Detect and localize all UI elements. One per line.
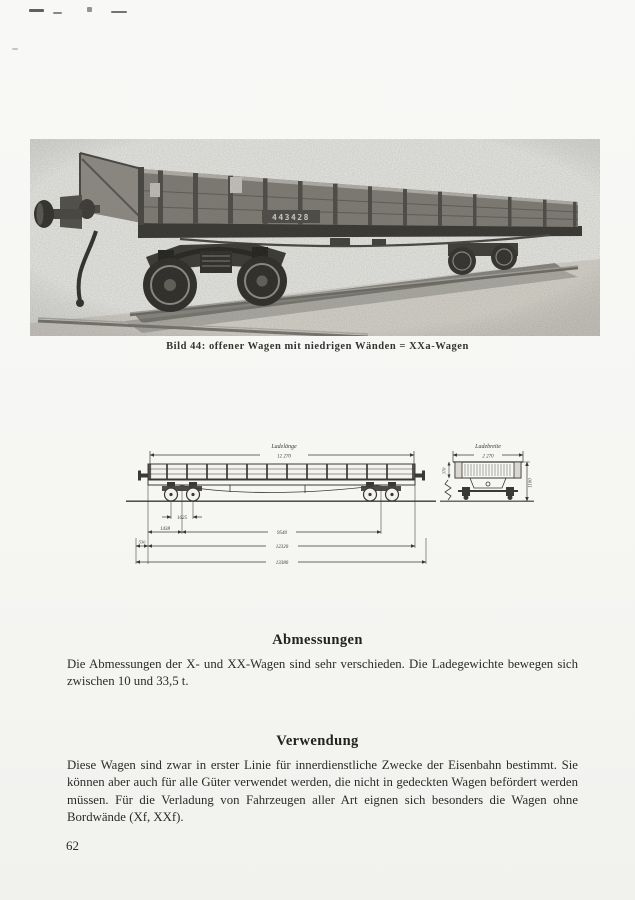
scan-artifact [12,48,18,50]
wagon-photo-illustration [30,139,600,336]
paragraph-verwendung: Diese Wagen sind zwar in erster Linie für innerdienstliche Zwecke der Eisenbahn bestimmt. Sie können aber auch für alle Güter verwendet werden, die nicht in gedeckten Wagen befördert werden müssen. Für die Verladung von Fahrzeugen aller Art eignen sich besonders die Wagen ohne Bordwände (Xf, XXf). [67,758,578,825]
scan-artifact [53,12,62,14]
dim-height-over-rail: 1100 [528,478,534,488]
dim-over-buffers: 13380 [275,561,289,566]
scan-artifact [29,9,44,12]
dim-over-headstocks: 12320 [275,545,289,550]
dim-load-width-value: 2 270 [482,454,494,460]
dim-end-to-pivot: 1438 [160,527,170,532]
scan-artifact [87,7,92,12]
dimension-diagram [118,438,548,578]
wagon-photo [30,139,600,336]
scan-artifact [111,11,127,13]
dim-buffer-length: 530 [138,539,146,545]
section-heading-verwendung: Verwendung [276,733,359,749]
diagram-end-view [440,444,534,501]
diagram-side-view [126,444,436,566]
figure-caption: Bild 44: offener Wagen mit niedrigen Wänden = XXa-Wagen [166,341,469,352]
dim-load-length-label: Ladelänge [271,444,297,450]
dim-wall-height: 370 [441,467,447,475]
page-number: 62 [66,838,79,853]
dim-bogie-wheelbase: 1625 [177,516,187,521]
paragraph-abmessungen: Die Abmessungen der X- und XX-Wagen sind sehr verschieden. Die Ladegewichte bewegen sich zwischen 10 und 33,5 t. [67,657,578,689]
dim-load-length-value: 12 270 [277,454,291,460]
section-heading-abmessungen: Abmessungen [272,632,363,648]
dim-pivot-spacing: 9540 [277,531,287,536]
dim-load-width-label: Ladebreite [475,444,501,450]
